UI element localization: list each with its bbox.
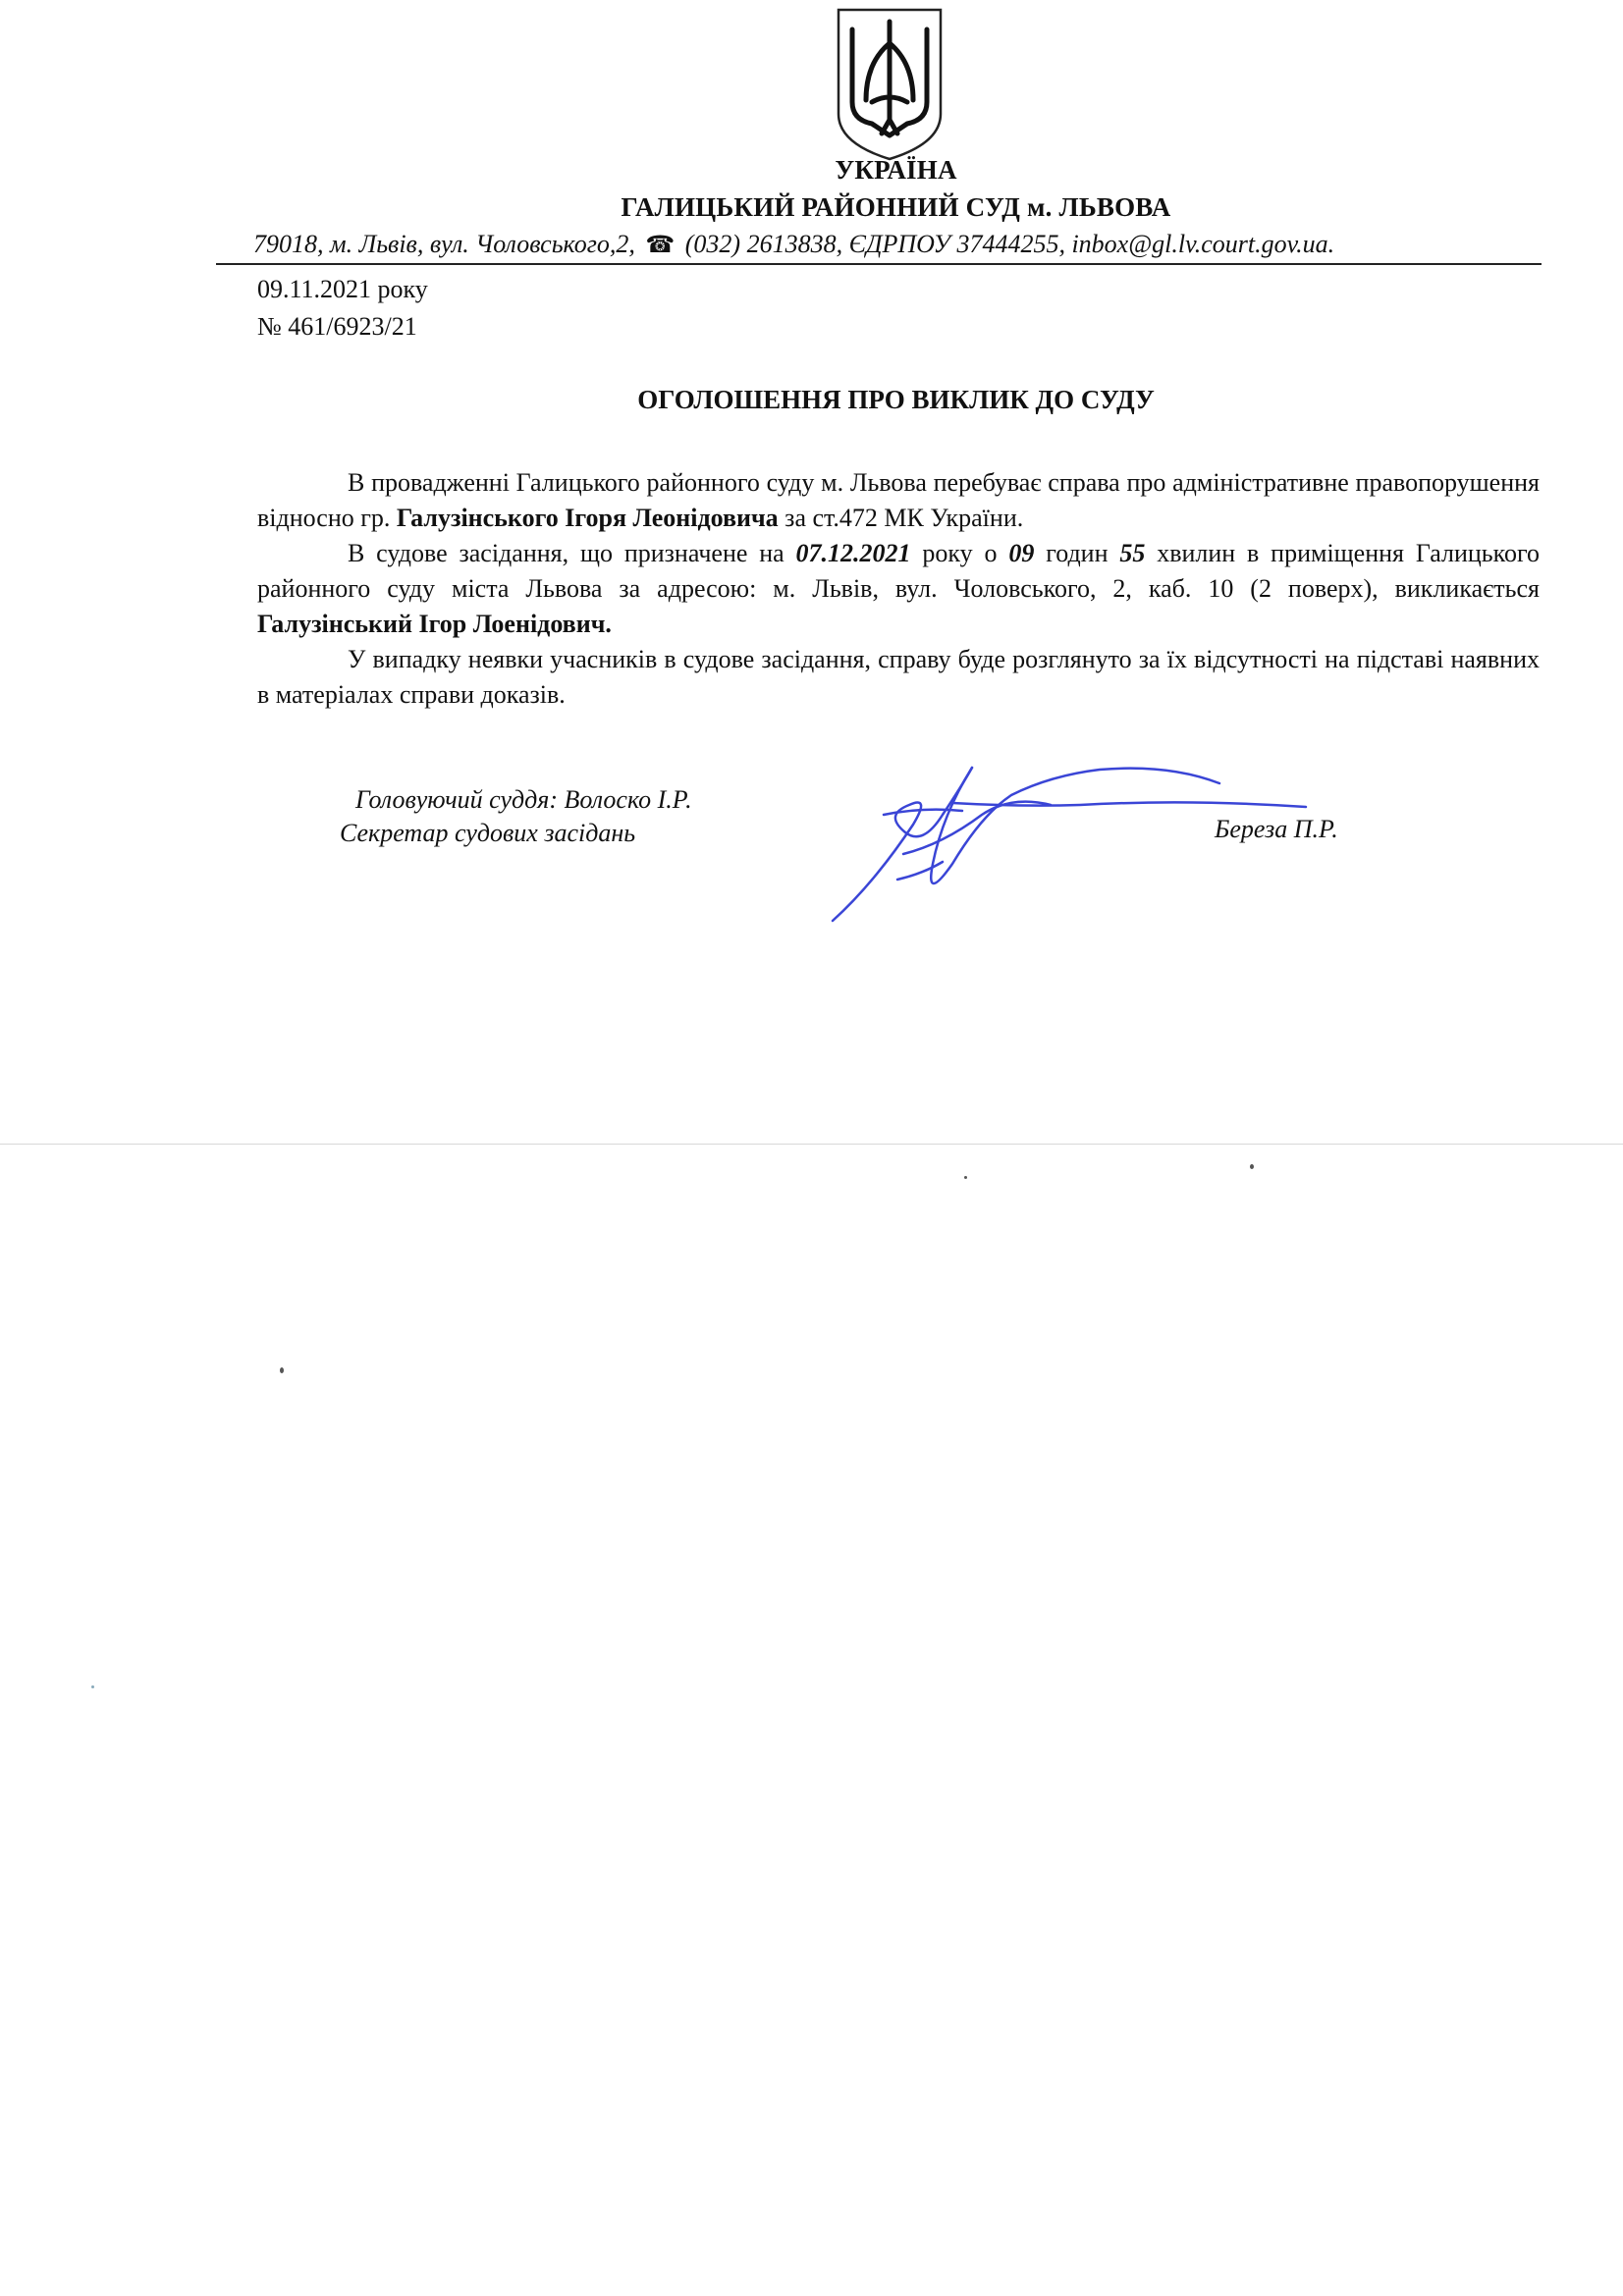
hearing-minutes: 55 [1119, 539, 1146, 567]
text-run: року о [910, 539, 1009, 567]
scan-speck [280, 1367, 284, 1373]
scan-speck [1250, 1164, 1254, 1169]
summoned-name: Галузінський Ігор Лоенідович. [257, 610, 612, 638]
country-heading: УКРАЇНА [835, 155, 957, 185]
defendant-name: Галузінського Ігоря Леонідовича [396, 504, 779, 532]
secretary-title: Секретар судових засідань [340, 819, 636, 847]
scan-speck [964, 1176, 967, 1179]
header-divider [216, 263, 1542, 265]
text-run: В провадженні Галицького районного суду м. Львова перебуває справа про адміністративне правопорушення відносно гр. [257, 468, 1540, 532]
document-date: 09.11.2021 року [257, 275, 428, 303]
hearing-hour: 09 [1008, 539, 1035, 567]
handwritten-signature [815, 756, 1325, 933]
text-run: за ст.472 МК України. [778, 504, 1024, 532]
paragraph-absence: У випадку неявки учасників в судове засідання, справу буде розглянуто за їх відсутності на підставі наявних в матеріалах справи доказів. [257, 645, 1540, 709]
phone-icon: ☎ [645, 233, 676, 258]
text-run: В судове засідання, що призначене на [348, 539, 796, 567]
court-phone: (032) 2613838, [684, 230, 843, 258]
case-number: № 461/6923/21 [257, 312, 417, 341]
page-edge-line [0, 1144, 1623, 1145]
court-name-heading: ГАЛИЦЬКИЙ РАЙОННИЙ СУД м. ЛЬВОВА [621, 192, 1171, 222]
document-title: ОГОЛОШЕННЯ ПРО ВИКЛИК ДО СУДУ [637, 385, 1155, 414]
text-run: годин [1034, 539, 1120, 567]
secretary-name: Береза П.Р. [1215, 815, 1338, 843]
court-contacts [253, 230, 1334, 259]
court-address: 79018, м. Львів, вул. Чоловського,2, [253, 230, 635, 258]
coat-of-arms-icon [833, 4, 947, 163]
scan-speck [91, 1685, 94, 1688]
hearing-date: 07.12.2021 [795, 539, 911, 567]
text-run: хвилин в приміщення Галицького районного суду міста Львова за адресою: м. Львів, вул. Чоловського, 2, каб. 10 (2 поверх), викликається [257, 539, 1540, 603]
presiding-judge: Головуючий суддя: Волоско І.Р. [355, 785, 692, 814]
paragraph-case [257, 465, 1540, 536]
notice-body [257, 465, 1540, 713]
court-email: inbox@gl.lv.court.gov.ua. [1071, 230, 1335, 258]
court-edrpou: ЄДРПОУ 37444255, [848, 230, 1065, 258]
paragraph-hearing [257, 536, 1540, 642]
